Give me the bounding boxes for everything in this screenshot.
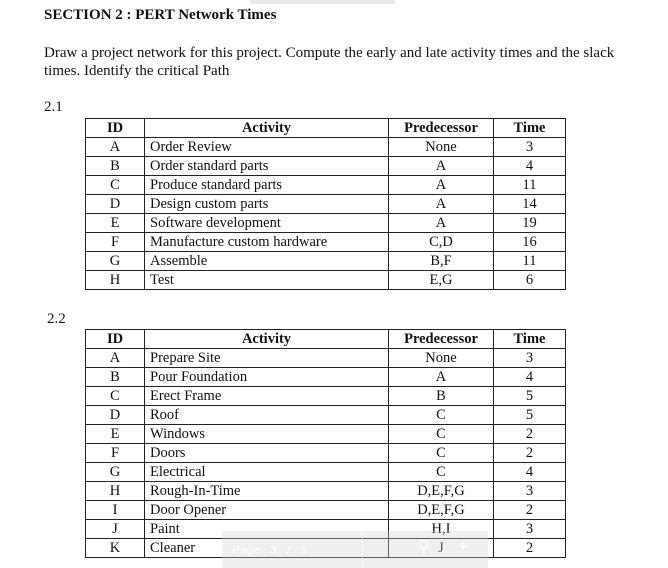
cell-id: G [86, 463, 145, 482]
col-header-id: ID [86, 330, 145, 349]
pert-table-2-2 [85, 329, 566, 558]
cell-id: E [86, 425, 145, 444]
page-divider: / [286, 543, 291, 557]
cell-activity: Pour Foundation [145, 368, 389, 387]
cell-time: 2 [494, 425, 566, 444]
cell-activity: Electrical [145, 463, 389, 482]
table-row [86, 406, 566, 425]
cell-predecessor: C [389, 425, 494, 444]
cell-time: 6 [494, 271, 566, 290]
cell-time: 19 [494, 214, 566, 233]
cell-predecessor: A [389, 214, 494, 233]
cell-id: C [86, 176, 145, 195]
table-header-row [86, 119, 566, 138]
table-row [86, 463, 566, 482]
table-row [86, 482, 566, 501]
cell-activity: Prepare Site [145, 349, 389, 368]
page-navigator[interactable] [222, 531, 488, 568]
cell-time: 4 [494, 368, 566, 387]
table-row [86, 252, 566, 271]
cell-activity: Paint [145, 520, 389, 539]
page-total: 3 [300, 543, 307, 557]
cell-predecessor: B [389, 387, 494, 406]
section-label-2-1: 2.1 [44, 99, 63, 115]
col-header-predecessor: Predecessor [389, 119, 494, 138]
cell-activity: Design custom parts [145, 195, 389, 214]
cell-predecessor: C,D [389, 233, 494, 252]
cell-id: J [86, 520, 145, 539]
cell-predecessor: D,E,F,G [389, 482, 494, 501]
cell-id: B [86, 368, 145, 387]
cell-activity: Rough-In-Time [145, 482, 389, 501]
cell-id: A [86, 349, 145, 368]
cell-predecessor: H,I [389, 520, 494, 539]
table-body [86, 349, 566, 558]
cell-predecessor: J [389, 539, 494, 558]
cell-time: 3 [494, 482, 566, 501]
table-row [86, 214, 566, 233]
cell-activity: Order standard parts [145, 157, 389, 176]
cell-activity: Erect Frame [145, 387, 389, 406]
cell-id: I [86, 501, 145, 520]
cell-predecessor: A [389, 195, 494, 214]
cell-id: E [86, 214, 145, 233]
cell-activity: Windows [145, 425, 389, 444]
cell-time: 14 [494, 195, 566, 214]
cell-activity: Software development [145, 214, 389, 233]
table-row [86, 271, 566, 290]
cell-id: K [86, 539, 145, 558]
table-header-row [86, 330, 566, 349]
table-row [86, 176, 566, 195]
page-current[interactable]: 3 [270, 543, 277, 557]
cell-time: 2 [494, 501, 566, 520]
cell-predecessor: B,F [389, 252, 494, 271]
table-row [86, 425, 566, 444]
col-header-activity: Activity [145, 119, 389, 138]
table-row [86, 387, 566, 406]
section-heading: SECTION 2 : PERT Network Times [44, 7, 277, 23]
cell-id: C [86, 387, 145, 406]
cell-predecessor: None [389, 138, 494, 157]
cell-time: 3 [494, 138, 566, 157]
cell-id: A [86, 138, 145, 157]
cell-activity: Door Opener [145, 501, 389, 520]
cell-activity: Order Review [145, 138, 389, 157]
table-row [86, 349, 566, 368]
cell-predecessor: A [389, 157, 494, 176]
top-strip [250, 0, 395, 4]
cell-id: D [86, 406, 145, 425]
table-row [86, 368, 566, 387]
table-row [86, 501, 566, 520]
cell-time: 16 [494, 233, 566, 252]
cell-time: 5 [494, 406, 566, 425]
page-label: Page [232, 543, 261, 557]
cell-id: H [86, 271, 145, 290]
cell-id: G [86, 252, 145, 271]
cell-time: 2 [494, 444, 566, 463]
cell-predecessor: E,G [389, 271, 494, 290]
instructions-text: Draw a project network for this project. Compute the early and late activity times and the slack times. Identify the critical Path [44, 45, 615, 79]
cell-activity: Manufacture custom hardware [145, 233, 389, 252]
cell-predecessor: C [389, 463, 494, 482]
cell-id: D [86, 195, 145, 214]
table-row [86, 138, 566, 157]
section-label-2-2: 2.2 [47, 311, 66, 327]
plus-icon[interactable]: + [458, 536, 469, 556]
pert-table-2-1 [85, 118, 566, 290]
col-header-id: ID [86, 119, 145, 138]
cell-time: 5 [494, 387, 566, 406]
cell-activity: Test [145, 271, 389, 290]
cell-predecessor: D,E,F,G [389, 501, 494, 520]
table-row [86, 444, 566, 463]
cell-time: 4 [494, 463, 566, 482]
cell-activity: Produce standard parts [145, 176, 389, 195]
cell-time: 2 [494, 539, 566, 558]
cell-predecessor: None [389, 349, 494, 368]
pager-divider [362, 531, 363, 568]
table-row [86, 157, 566, 176]
cell-time: 4 [494, 157, 566, 176]
page-indicator [232, 543, 307, 557]
col-header-activity: Activity [145, 330, 389, 349]
cell-predecessor: A [389, 176, 494, 195]
cell-time: 11 [494, 176, 566, 195]
cell-id: B [86, 157, 145, 176]
cell-id: F [86, 233, 145, 252]
col-header-predecessor: Predecessor [389, 330, 494, 349]
cell-predecessor: C [389, 406, 494, 425]
cell-predecessor: C [389, 444, 494, 463]
cell-activity: Roof [145, 406, 389, 425]
cell-activity: Doors [145, 444, 389, 463]
col-header-time: Time [494, 330, 566, 349]
zoom-icon[interactable]: ⚲ [418, 539, 430, 556]
col-header-time: Time [494, 119, 566, 138]
cell-predecessor: A [389, 368, 494, 387]
cell-activity: Cleaner [145, 539, 389, 558]
cell-time: 11 [494, 252, 566, 271]
cell-activity: Assemble [145, 252, 389, 271]
cell-id: F [86, 444, 145, 463]
cell-id: H [86, 482, 145, 501]
cell-time: 3 [494, 520, 566, 539]
table-body [86, 138, 566, 290]
table-row [86, 233, 566, 252]
table-row [86, 195, 566, 214]
cell-time: 3 [494, 349, 566, 368]
